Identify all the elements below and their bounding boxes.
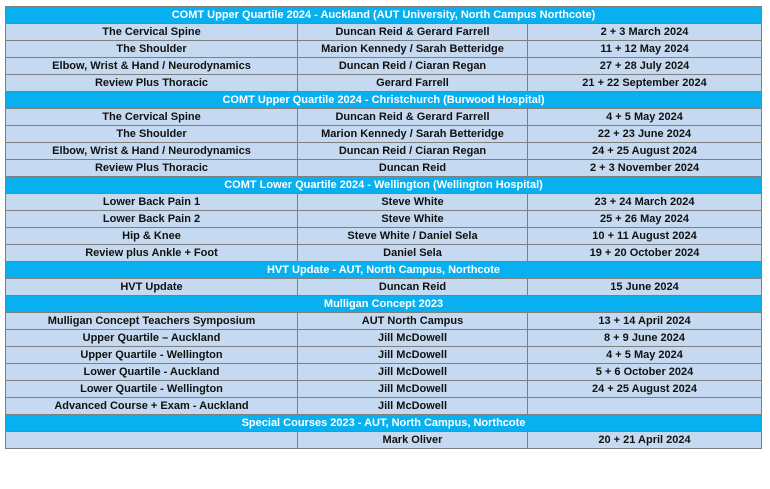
course-name-cell: Upper Quartile - Wellington bbox=[6, 347, 298, 364]
dates-cell: 10 + 11 August 2024 bbox=[528, 228, 762, 245]
table-row bbox=[6, 381, 762, 398]
table-row bbox=[6, 330, 762, 347]
dates-cell: 21 + 22 September 2024 bbox=[528, 75, 762, 92]
table-row bbox=[6, 398, 762, 415]
course-name-cell: The Shoulder bbox=[6, 126, 298, 143]
dates-cell bbox=[528, 398, 762, 415]
presenter-cell: Duncan Reid / Ciaran Regan bbox=[298, 58, 528, 75]
dates-cell: 8 + 9 June 2024 bbox=[528, 330, 762, 347]
course-name-cell: Review Plus Thoracic bbox=[6, 75, 298, 92]
dates-cell: 13 + 14 April 2024 bbox=[528, 313, 762, 330]
dates-cell: 23 + 24 March 2024 bbox=[528, 194, 762, 211]
table-row bbox=[6, 432, 762, 449]
dates-cell: 4 + 5 May 2024 bbox=[528, 347, 762, 364]
presenter-cell: Steve White / Daniel Sela bbox=[298, 228, 528, 245]
schedule-body bbox=[6, 7, 762, 449]
section-title: Mulligan Concept 2023 bbox=[6, 296, 762, 313]
presenter-cell: Gerard Farrell bbox=[298, 75, 528, 92]
course-name-cell: The Cervical Spine bbox=[6, 109, 298, 126]
dates-cell: 2 + 3 March 2024 bbox=[528, 24, 762, 41]
presenter-cell: Duncan Reid & Gerard Farrell bbox=[298, 24, 528, 41]
table-row bbox=[6, 126, 762, 143]
table-row bbox=[6, 143, 762, 160]
presenter-cell: Jill McDowell bbox=[298, 347, 528, 364]
course-name-cell: Lower Quartile - Wellington bbox=[6, 381, 298, 398]
table-row bbox=[6, 41, 762, 58]
course-schedule-table bbox=[5, 6, 762, 449]
table-row bbox=[6, 347, 762, 364]
dates-cell: 2 + 3 November 2024 bbox=[528, 160, 762, 177]
presenter-cell: Jill McDowell bbox=[298, 330, 528, 347]
table-row bbox=[6, 228, 762, 245]
presenter-cell: Marion Kennedy / Sarah Betteridge bbox=[298, 126, 528, 143]
dates-cell: 25 + 26 May 2024 bbox=[528, 211, 762, 228]
table-row bbox=[6, 313, 762, 330]
presenter-cell: Duncan Reid bbox=[298, 279, 528, 296]
dates-cell: 27 + 28 July 2024 bbox=[528, 58, 762, 75]
presenter-cell: Duncan Reid & Gerard Farrell bbox=[298, 109, 528, 126]
table-row bbox=[6, 58, 762, 75]
course-name-cell: Advanced Course + Exam - Auckland bbox=[6, 398, 298, 415]
dates-cell: 24 + 25 August 2024 bbox=[528, 381, 762, 398]
table-row bbox=[6, 245, 762, 262]
section-header bbox=[6, 177, 762, 194]
course-name-cell bbox=[6, 432, 298, 449]
presenter-cell: Jill McDowell bbox=[298, 398, 528, 415]
course-name-cell: Review Plus Thoracic bbox=[6, 160, 298, 177]
dates-cell: 22 + 23 June 2024 bbox=[528, 126, 762, 143]
section-title: HVT Update - AUT, North Campus, Northcote bbox=[6, 262, 762, 279]
dates-cell: 19 + 20 October 2024 bbox=[528, 245, 762, 262]
course-name-cell: The Cervical Spine bbox=[6, 24, 298, 41]
dates-cell: 20 + 21 April 2024 bbox=[528, 432, 762, 449]
section-header bbox=[6, 415, 762, 432]
course-name-cell: HVT Update bbox=[6, 279, 298, 296]
presenter-cell: Marion Kennedy / Sarah Betteridge bbox=[298, 41, 528, 58]
section-header bbox=[6, 92, 762, 109]
table-row bbox=[6, 75, 762, 92]
section-title: COMT Upper Quartile 2024 - Auckland (AUT University, North Campus Northcote) bbox=[6, 7, 762, 24]
section-title: COMT Upper Quartile 2024 - Christchurch (Burwood Hospital) bbox=[6, 92, 762, 109]
section-title: Special Courses 2023 - AUT, North Campus, Northcote bbox=[6, 415, 762, 432]
course-name-cell: Lower Back Pain 1 bbox=[6, 194, 298, 211]
section-header bbox=[6, 262, 762, 279]
section-header bbox=[6, 7, 762, 24]
course-name-cell: Review plus Ankle + Foot bbox=[6, 245, 298, 262]
section-header bbox=[6, 296, 762, 313]
table-row bbox=[6, 109, 762, 126]
presenter-cell: Jill McDowell bbox=[298, 364, 528, 381]
table-row bbox=[6, 194, 762, 211]
dates-cell: 15 June 2024 bbox=[528, 279, 762, 296]
dates-cell: 24 + 25 August 2024 bbox=[528, 143, 762, 160]
presenter-cell: Mark Oliver bbox=[298, 432, 528, 449]
course-name-cell: Elbow, Wrist & Hand / Neurodynamics bbox=[6, 143, 298, 160]
table-row bbox=[6, 160, 762, 177]
section-title: COMT Lower Quartile 2024 - Wellington (Wellington Hospital) bbox=[6, 177, 762, 194]
course-name-cell: Mulligan Concept Teachers Symposium bbox=[6, 313, 298, 330]
dates-cell: 11 + 12 May 2024 bbox=[528, 41, 762, 58]
course-name-cell: Lower Back Pain 2 bbox=[6, 211, 298, 228]
table-row bbox=[6, 211, 762, 228]
course-name-cell: Hip & Knee bbox=[6, 228, 298, 245]
presenter-cell: Duncan Reid / Ciaran Regan bbox=[298, 143, 528, 160]
presenter-cell: Daniel Sela bbox=[298, 245, 528, 262]
dates-cell: 4 + 5 May 2024 bbox=[528, 109, 762, 126]
presenter-cell: Steve White bbox=[298, 211, 528, 228]
course-name-cell: The Shoulder bbox=[6, 41, 298, 58]
dates-cell: 5 + 6 October 2024 bbox=[528, 364, 762, 381]
presenter-cell: AUT North Campus bbox=[298, 313, 528, 330]
course-name-cell: Elbow, Wrist & Hand / Neurodynamics bbox=[6, 58, 298, 75]
table-row bbox=[6, 364, 762, 381]
table-row bbox=[6, 24, 762, 41]
presenter-cell: Steve White bbox=[298, 194, 528, 211]
table-row bbox=[6, 279, 762, 296]
presenter-cell: Duncan Reid bbox=[298, 160, 528, 177]
course-name-cell: Upper Quartile – Auckland bbox=[6, 330, 298, 347]
presenter-cell: Jill McDowell bbox=[298, 381, 528, 398]
course-name-cell: Lower Quartile - Auckland bbox=[6, 364, 298, 381]
